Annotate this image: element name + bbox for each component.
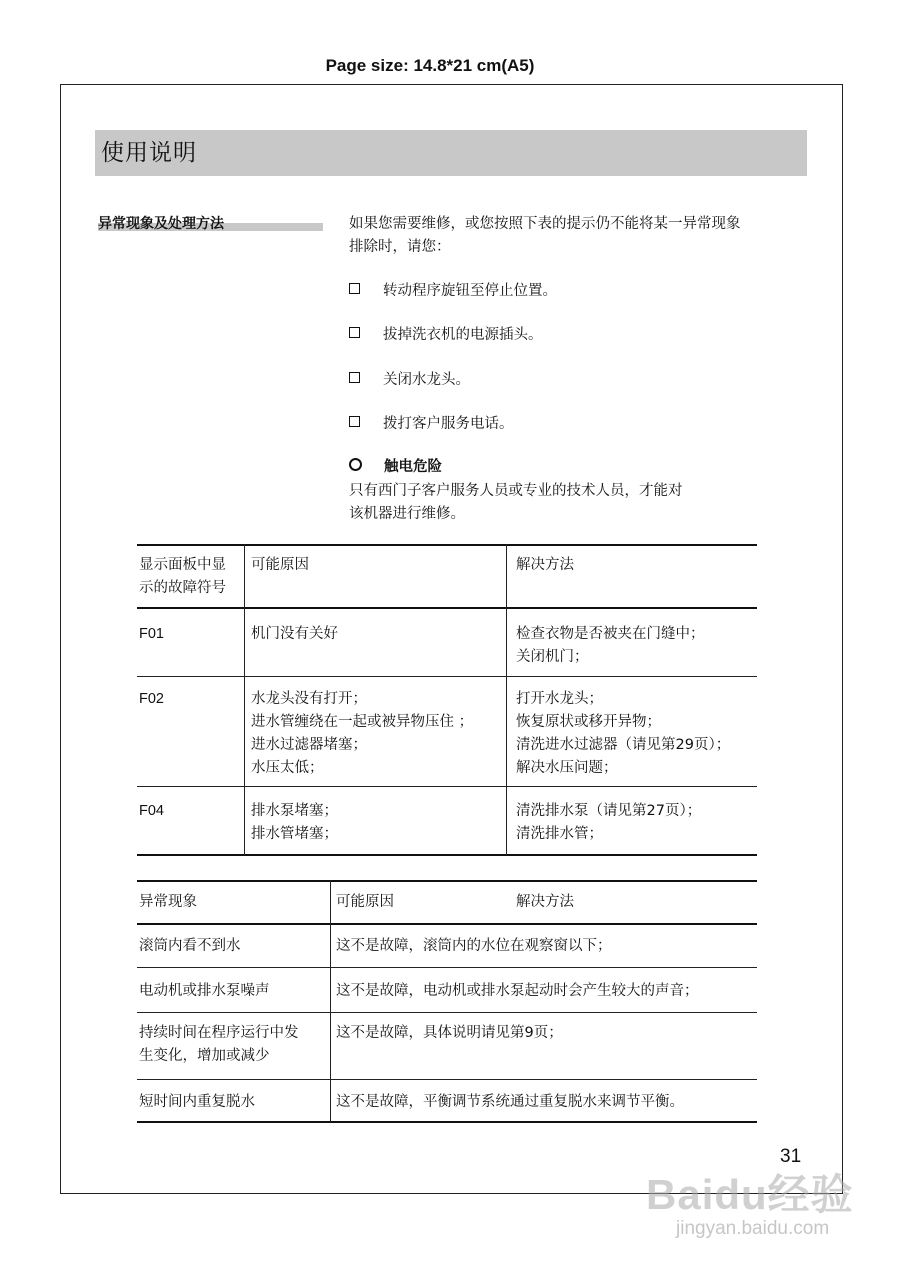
symptom-cell: 持续时间在程序运行中发 生变化，增加或减少 [139, 1025, 299, 1064]
fault-causes: 水龙头没有打开； 进水管缠绕在一起或被异物压住 ； 进水过滤器堵塞； 水压太低； [251, 691, 474, 776]
fault-solutions: 打开水龙头； 恢复原状或移开异物； 清洗进水过滤器（请见第29页）； 解决水压问题； [516, 691, 731, 776]
symptom-cell: 电动机或排水泵噪声 [139, 983, 270, 999]
header-symptom: 异常现象 [139, 894, 197, 910]
header-solution: 解决方法 [516, 557, 574, 573]
watermark-url: jingyan.baidu.com [676, 1218, 830, 1239]
fault-solutions: 检查衣物是否被夹在门缝中； 关闭机门； [516, 626, 705, 665]
baidu-watermark [640, 1160, 870, 1260]
step-text: 拨打客户服务电话。 [383, 416, 514, 432]
step-item [349, 280, 557, 303]
header-fault-code: 显示面板中显 示的故障符号 [139, 557, 226, 596]
checkbox-square-icon [349, 372, 360, 383]
fault-code-table [137, 544, 757, 856]
warning-line-2: 该机器进行维修。 [349, 506, 465, 522]
symptom-table [137, 880, 757, 1126]
intro-line-1: 如果您需要维修，或您按照下表的提示仍不能将某一异常现象 [349, 216, 741, 232]
intro-paragraph [349, 213, 809, 259]
symptom-explanation: 这不是故障，电动机或排水泵起动时会产生较大的声音； [336, 983, 699, 999]
step-text: 转动程序旋钮至停止位置。 [383, 283, 557, 299]
intro-line-2: 排除时，请您： [349, 239, 451, 255]
fault-code: F04 [139, 803, 164, 819]
warning-title: 触电危险 [384, 459, 442, 475]
symptom-cell: 短时间内重复脱水 [139, 1094, 255, 1110]
header-cause: 可能原因 [251, 557, 309, 573]
step-text: 拔掉洗衣机的电源插头。 [383, 327, 543, 343]
page-number: 31 [780, 1146, 802, 1167]
fault-causes: 排水泵堵塞； 排水管堵塞； [251, 803, 338, 842]
step-item [349, 413, 514, 436]
step-item [349, 369, 470, 392]
fault-code: F01 [139, 626, 164, 642]
fault-causes: 机门没有关好 [251, 626, 338, 642]
header-cause: 可能原因 [336, 894, 394, 910]
fault-solutions: 清洗排水泵（请见第27页）； 清洗排水管； [516, 803, 702, 842]
checkbox-square-icon [349, 327, 360, 338]
header-solution: 解决方法 [516, 894, 574, 910]
warning-heading [349, 456, 442, 479]
section-label: 异常现象及处理方法 [98, 216, 224, 232]
symptom-explanation: 这不是故障，具体说明请见第9页； [336, 1025, 563, 1041]
fault-code: F02 [139, 691, 164, 707]
symptom-explanation: 这不是故障，滚筒内的水位在观察窗以下； [336, 938, 612, 954]
page-size-note: Page size: 14.8*21 cm(A5) [325, 56, 535, 75]
checkbox-square-icon [349, 416, 360, 427]
watermark-brand: Baidu经验 [646, 1171, 854, 1218]
warning-text [349, 480, 749, 526]
step-text: 关闭水龙头。 [383, 372, 470, 388]
checkbox-square-icon [349, 283, 360, 294]
symptom-explanation: 这不是故障，平衡调节系统通过重复脱水来调节平衡。 [336, 1094, 684, 1110]
step-item [349, 324, 543, 347]
page-title: 使用说明 [95, 130, 807, 176]
symptom-cell: 滚筒内看不到水 [139, 938, 241, 954]
warning-line-1: 只有西门子客户服务人员或专业的技术人员，才能对 [349, 483, 683, 499]
circle-bullet-icon [349, 458, 362, 471]
